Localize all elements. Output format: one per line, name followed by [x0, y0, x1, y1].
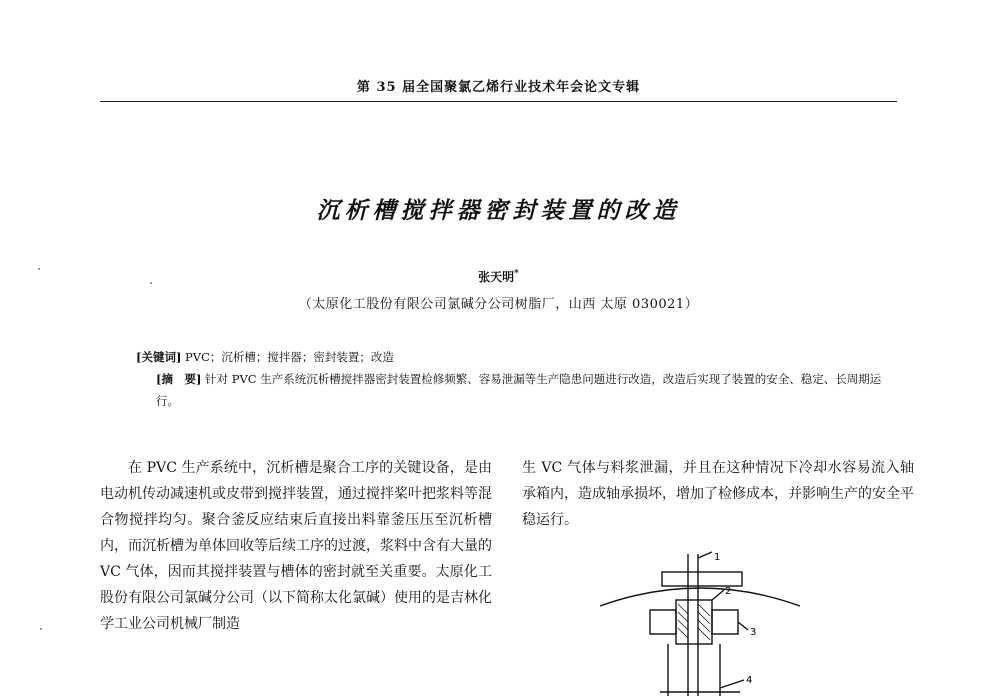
- figure-label-4: 4: [746, 675, 753, 686]
- author-name: 张天明: [478, 270, 515, 284]
- affiliation: （太原化工股份有限公司氯碱分公司树脂厂，山西 太原 030021）: [298, 297, 699, 312]
- keywords-label: [关键词]: [136, 350, 182, 364]
- keywords-text: PVC；沉析槽；搅拌器；密封装置；改造: [185, 350, 394, 364]
- leader-2: [712, 590, 724, 600]
- figure-label-1: 1: [714, 552, 721, 563]
- body-column-left: 在 PVC 生产系统中，沉析槽是聚合工序的关键设备，是由电动机传动减速机或皮带到搅拌装置，通过搅拌桨叶把浆料等混合物搅拌均匀。聚合釜反应结束后直接出料靠釜压压至沉析槽内，而沉析槽为单体回收等后续工序的过渡，浆料中含有大量的 VC 气体，因而其搅拌装置与槽体的密封就至关重要。太原化工股份有限公司氯碱分公司（以下简称太化氯碱）使用的是吉林化学工业公司机械厂制造: [100, 460, 492, 632]
- body-column-right: 生 VC 气体与料浆泄漏，并且在这种情况下冷却水容易流入轴承箱内，造成轴承损坏，增加了检修成本，并影响生产的安全平稳运行。: [522, 460, 914, 528]
- keywords-line: [136, 346, 886, 368]
- flange-right: [712, 610, 738, 634]
- abstract-line: [156, 368, 886, 412]
- leader-1: [698, 552, 712, 558]
- author-footnote-mark: *: [514, 269, 519, 279]
- leader-4: [720, 680, 744, 688]
- figure-label-3: 3: [750, 627, 757, 638]
- abstract-label: [摘 要]: [156, 372, 202, 386]
- running-header: 第 35 届全国聚氯乙烯行业技术年会论文专辑: [356, 80, 641, 95]
- seal-box: [676, 600, 712, 644]
- paper-title: 沉析槽搅拌器密封装置的改造: [316, 197, 681, 224]
- scan-speck: [40, 628, 42, 630]
- scan-speck: [38, 268, 40, 270]
- figure-label-2: 2: [725, 586, 732, 597]
- leader-3: [738, 622, 748, 630]
- flange-left: [650, 610, 676, 634]
- tank-top-curve: [600, 588, 800, 606]
- top-flange: [662, 572, 742, 586]
- abstract-block: [136, 346, 886, 412]
- header-rule: [100, 101, 897, 102]
- seal-diagram: [600, 550, 800, 696]
- author-line: [100, 268, 897, 285]
- abstract-text: 针对 PVC 生产系统沉析槽搅拌器密封装置检修频繁、容易泄漏等生产隐患问题进行改造，改造后实现了装置的安全、稳定、长周期运行。: [156, 372, 882, 408]
- scan-speck: [150, 282, 152, 284]
